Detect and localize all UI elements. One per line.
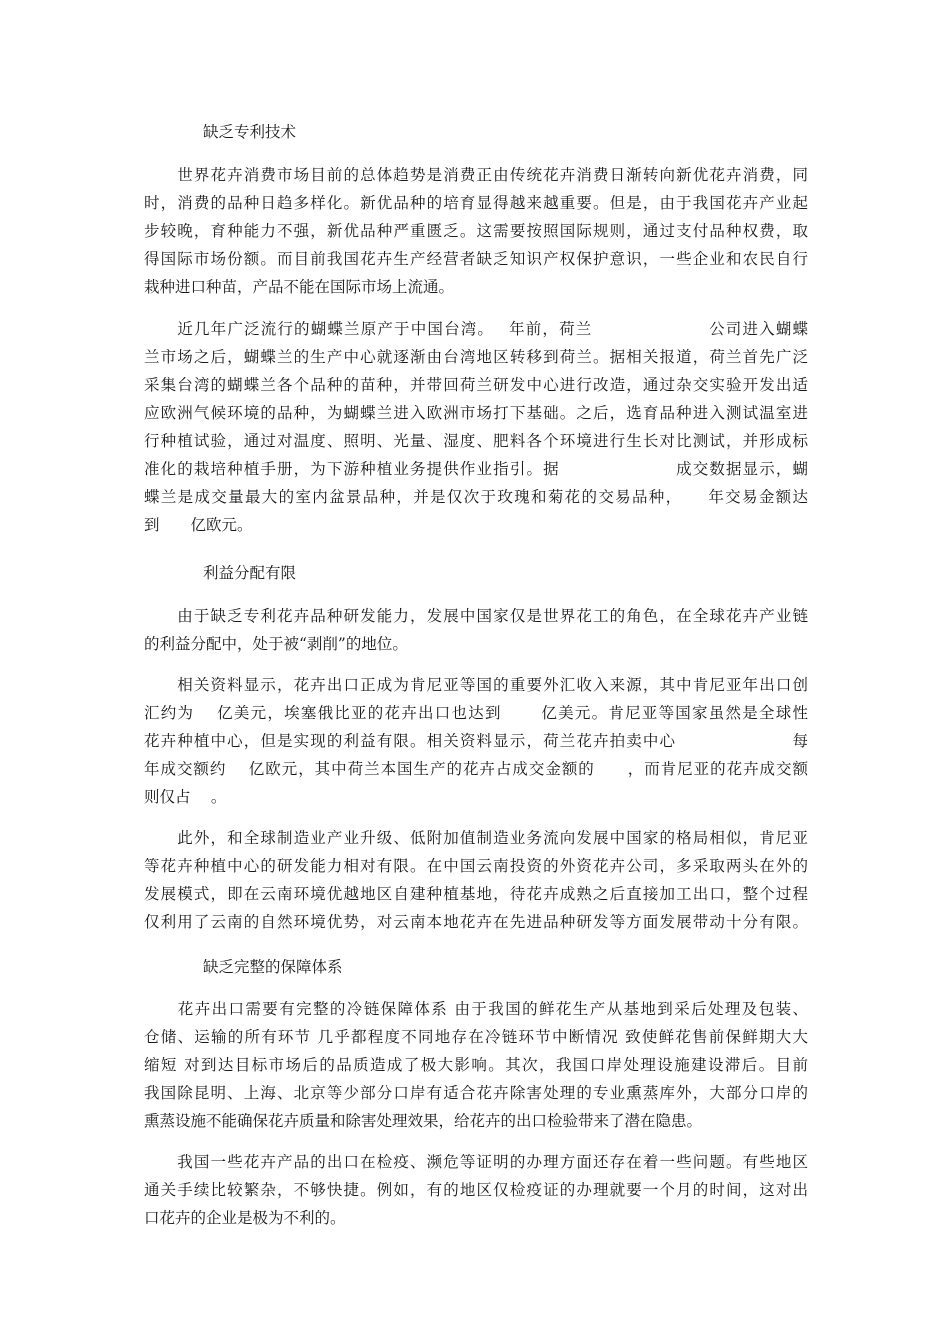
paragraph-4 xyxy=(144,671,808,811)
paragraph-line: 得国际市场份额。而目前我国花卉生产经营者缺乏知识产权保护意识，一些企业和农民自行 xyxy=(144,250,808,268)
paragraph-line: 由于缺乏专利花卉品种研发能力，发展中国家仅是世界花工的角色，在全球花卉产业链 xyxy=(144,607,808,625)
paragraph-line: 时，消费的品种日趋多样化。新优品种的培育显得越来越重要。但是，由于我国花卉产业起 xyxy=(144,194,808,212)
paragraph-line: 准化的栽培种植手册，为下游种植业务提供作业指引。据 成交数据显示，蝴 xyxy=(144,460,808,478)
paragraph-line: 到 亿欧元。 xyxy=(144,516,253,534)
section-heading-patent: 缺乏专利技术 xyxy=(203,123,297,141)
section-heading-profit: 利益分配有限 xyxy=(203,564,297,582)
paragraph-line: 栽种进口种苗，产品不能在国际市场上流通。 xyxy=(144,278,455,296)
paragraph-line: 世界花卉消费市场目前的总体趋势是消费正由传统花卉消费日渐转向新优花卉消费，同 xyxy=(144,166,808,184)
paragraph-5 xyxy=(144,824,808,936)
paragraph-line: 熏蒸设施不能确保花卉质量和除害处理效果，给花卉的出口检验带来了潜在隐患。 xyxy=(144,1112,703,1130)
paragraph-line: 缩短 对到达目标市场后的品质造成了极大影响。其次，我国口岸处理设施建设滞后。目前 xyxy=(144,1056,808,1074)
paragraph-3 xyxy=(144,602,808,658)
paragraph-6 xyxy=(144,995,808,1135)
paragraph-line: 行种植试验，通过对温度、照明、光量、湿度、肥料各个环境进行生长对比测试，并形成标 xyxy=(144,432,808,450)
paragraph-line: 蝶兰是成交量最大的室内盆景品种，并是仅次于玫瑰和菊花的交易品种， 年交易金额达 xyxy=(144,488,808,506)
paragraph-line: 我国除昆明、上海、北京等少部分口岸有适合花卉除害处理的专业熏蒸库外，大部分口岸的 xyxy=(144,1084,808,1102)
paragraph-line: 仅利用了云南的自然环境优势，对云南本地花卉在先进品种研发等方面发展带动十分有限。 xyxy=(144,913,808,931)
paragraph-1 xyxy=(144,161,808,301)
paragraph-line: 发展模式，即在云南环境优越地区自建种植基地，待花卉成熟之后直接加工出口，整个过程 xyxy=(144,885,808,903)
paragraph-line: 我国一些花卉产品的出口在检疫、濒危等证明的办理方面还存在着一些问题。有些地区 xyxy=(144,1153,808,1171)
paragraph-line: 则仅占 。 xyxy=(144,788,227,806)
paragraph-line: 采集台湾的蝴蝶兰各个品种的苗种，并带回荷兰研发中心进行改造，通过杂交实验开发出适 xyxy=(144,376,808,394)
paragraph-7 xyxy=(144,1148,808,1232)
paragraph-line: 步较晚，育种能力不强，新优品种严重匮乏。这需要按照国际规则，通过支付品种权费，取 xyxy=(144,222,808,240)
paragraph-line: 汇约为 亿美元，埃塞俄比亚的花卉出口也达到 亿美元。肯尼亚等国家虽然是全球性 xyxy=(144,704,808,722)
paragraph-line: 此外，和全球制造业产业升级、低附加值制造业务流向发展中国家的格局相似，肯尼亚 xyxy=(144,829,808,847)
paragraph-line: 兰市场之后，蝴蝶兰的生产中心就逐渐由台湾地区转移到荷兰。据相关报道，荷兰首先广泛 xyxy=(144,348,808,366)
paragraph-line: 口花卉的企业是极为不利的。 xyxy=(144,1209,346,1227)
paragraph-line: 年成交额约 亿欧元，其中荷兰本国生产的花卉占成交金额的 ，而肯尼亚的花卉成交额 xyxy=(144,760,808,778)
paragraph-line: 花卉出口需要有完整的冷链保障体系 由于我国的鲜花生产从基地到采后处理及包装、 xyxy=(144,1000,808,1018)
paragraph-line: 应欧洲气候环境的品种，为蝴蝶兰进入欧洲市场打下基础。之后，选育品种进入测试温室进 xyxy=(144,404,808,422)
paragraph-2 xyxy=(144,315,808,539)
paragraph-line: 等花卉种植中心的研发能力相对有限。在中国云南投资的外资花卉公司，多采取两头在外的 xyxy=(144,857,808,875)
paragraph-line: 花卉种植中心，但是实现的利益有限。相关资料显示，荷兰花卉拍卖中心 每 xyxy=(144,732,808,750)
section-heading-guarantee: 缺乏完整的保障体系 xyxy=(203,958,343,976)
paragraph-line: 的利益分配中，处于被“剥削”的地位。 xyxy=(144,635,408,653)
paragraph-line: 相关资料显示，花卉出口正成为肯尼亚等国的重要外汇收入来源，其中肯尼亚年出口创 xyxy=(144,676,808,694)
paragraph-line: 仓储、运输的所有环节 几乎都程度不同地存在冷链环节中断情况 致使鲜花售前保鲜期大大 xyxy=(144,1028,808,1046)
paragraph-line: 近几年广泛流行的蝴蝶兰原产于中国台湾。 年前，荷兰 公司进入蝴蝶 xyxy=(144,320,808,338)
paragraph-line: 通关手续比较繁杂，不够快捷。例如，有的地区仅检疫证的办理就要一个月的时间，这对出 xyxy=(144,1181,808,1199)
